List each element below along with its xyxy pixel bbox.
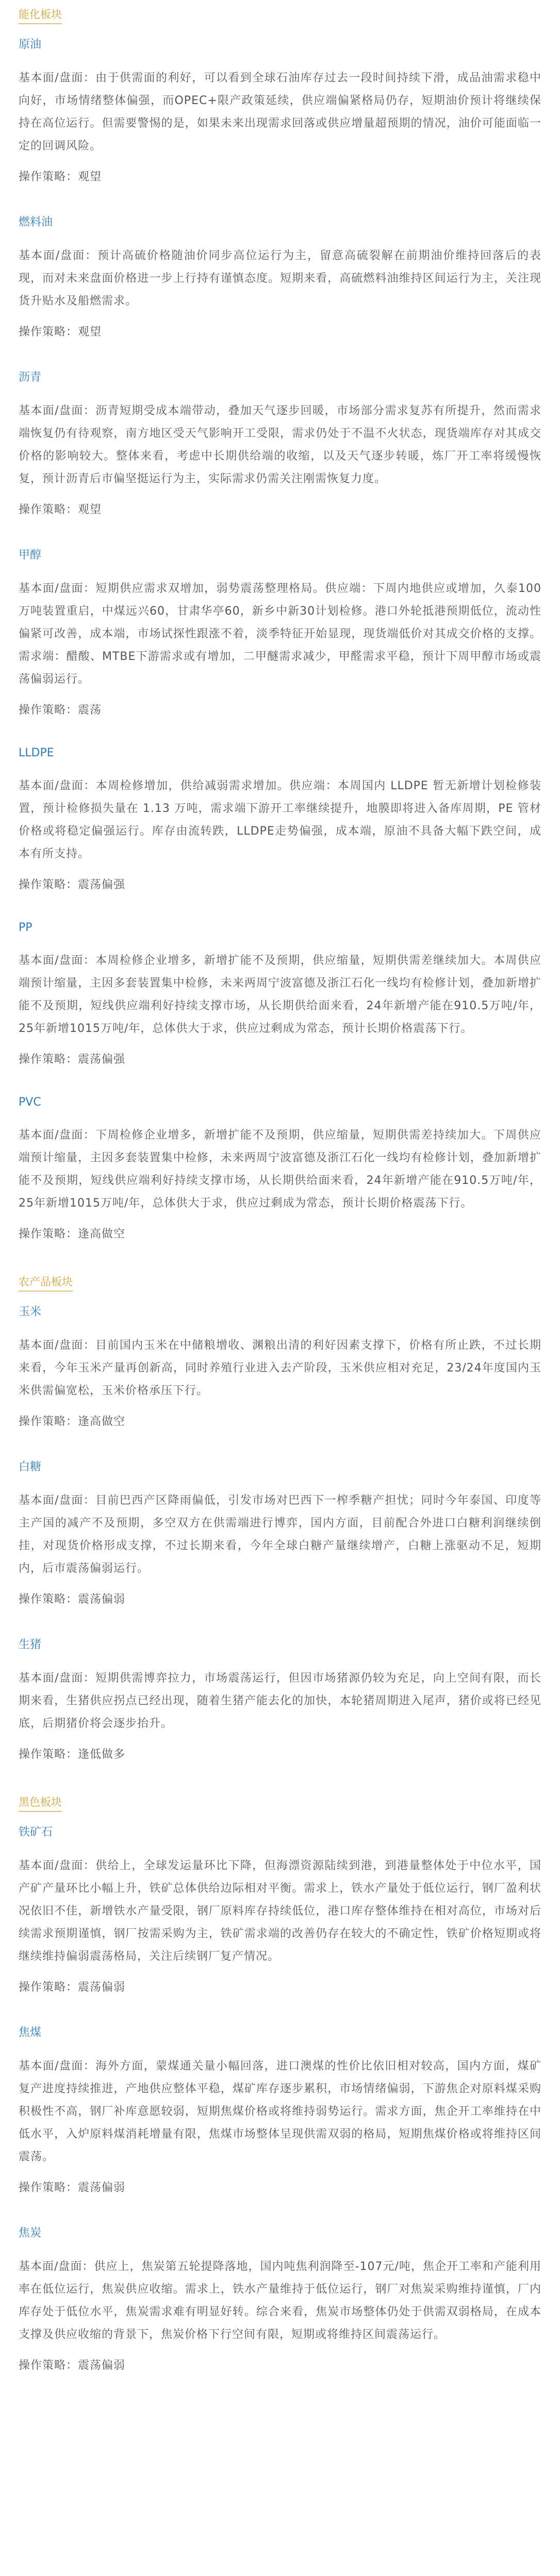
commodity-item — [19, 368, 541, 521]
commodity-item — [19, 1458, 541, 1611]
commodity-name: PVC — [19, 1096, 41, 1109]
section-title: 能化板块 — [19, 6, 62, 24]
commodity-item — [19, 546, 541, 722]
analysis-paragraph: 基本面/盘面：本周检修企业增多，新增扩能不及预期，供应缩量，短期供需差继续加大。本周供应端预计缩量，主因多套装置集中检修，未来两周宁波富德及浙江石化一线均有检修计划，叠加新增扩能不及预期，短线供应端利好持续支撑市场，从长期供给面来看，24年新增产能在910.5万吨/年，25年新增1015万吨/年，总体供大于求，供应过剩成为常态，预计长期价格震荡下行。 — [19, 954, 542, 1035]
commodity-name: 原油 — [19, 38, 42, 51]
commodity-name: 沥青 — [19, 371, 42, 384]
analysis-paragraph: 基本面/盘面：目前国内玉米在中储粮增收、渊粮出清的利好因素支撑下，价格有所止跌，不过长期来看，今年玉米产量再创新高，同时养殖行业进入去产阶段，玉米供应相对充足，23/24年度国内玉米供需偏宽松，玉米价格承压下行。 — [19, 1339, 541, 1397]
commodity-item — [19, 1303, 541, 1433]
section-block — [19, 1270, 541, 1766]
strategy-line: 操作策略：震荡偏强 — [19, 878, 126, 891]
section-block — [19, 1791, 541, 2377]
commodity-name: 铁矿石 — [19, 1826, 53, 1839]
analysis-paragraph: 基本面/盘面：供应上，焦炭第五轮提降落地，国内吨焦利润降至-107元/吨，焦企开工率和产能利用率在低位运行，焦炭供应收缩。需求上，铁水产量维持于低位运行，钢厂对焦炭采购维持谨慎，厂内库存处于低位水平，焦炭需求难有明显好转。综合来看，焦炭市场整体仍处于供需双弱格局，在成本支撑及供应收缩的背景下，焦炭价格下行空间有限，短期或将维持区间震荡运行。 — [19, 2260, 541, 2341]
strategy-line: 操作策略：观望 — [19, 326, 102, 338]
commodity-name: LLDPE — [19, 747, 54, 759]
commodity-name: 生猪 — [19, 1638, 42, 1651]
strategy-line: 操作策略：观望 — [19, 171, 102, 183]
strategy-line: 操作策略：观望 — [19, 503, 102, 516]
strategy-line: 操作策略：震荡 — [19, 704, 102, 717]
section-block — [19, 3, 541, 1246]
strategy-line: 操作策略：震荡偏弱 — [19, 2359, 126, 2372]
strategy-line: 操作策略：逢高做空 — [19, 1228, 126, 1241]
commodity-name: 燃料油 — [19, 216, 53, 229]
analysis-paragraph: 基本面/盘面：本周检修增加，供给减弱需求增加。供应端：本周国内 LLDPE 暂无新增计划检修装置，预计检修损失量在 1.13 万吨，需求端下游开工率继续提升，地膜即将进入备库周期，PE 管材价格或将稳定偏强运行。库存由流转跌，LLDPE走势偏强，成本端，原油不具备大幅下跌空间，成本有所支持。 — [19, 779, 541, 860]
commodity-item — [19, 1636, 541, 1766]
section-title: 农产品板块 — [19, 1274, 73, 1292]
strategy-line: 操作策略：震荡偏强 — [19, 1053, 126, 1066]
commodity-item — [19, 2224, 541, 2377]
analysis-paragraph: 基本面/盘面：下周检修企业增多，新增扩能不及预期，供应缩量，短期供需差持续加大。下周供应端预计缩量，主因多套装置集中检修，未来两周宁波富德及浙江石化一线均有检修计划，叠加新增扩能不及预期，短线供应端利好持续支撑市场，从长期供给面来看，24年新增产能在910.5万吨/年，25年新增1015万吨/年，总体供大于求，供应过剩成为常态，预计长期价格震荡下行。 — [19, 1129, 542, 1210]
commodity-item — [19, 921, 541, 1071]
commodity-item — [19, 747, 541, 896]
analysis-paragraph: 基本面/盘面：预计高硫价格随油价同步高位运行为主，留意高硫裂解在前期油价维持回落后的表现，而对未来盘面价格进一步上行持有谨慎态度。短期来看，高硫燃料油维持区间运行为主，关注现货升贴水及船燃需求。 — [19, 249, 541, 308]
commodity-name: 焦煤 — [19, 2026, 42, 2039]
commodity-name: PP — [19, 921, 32, 934]
commodity-name: 白糖 — [19, 1461, 42, 1473]
strategy-line: 操作策略：逢高做空 — [19, 1415, 126, 1428]
analysis-paragraph: 基本面/盘面：沥青短期受成本端带动，叠加天气逐步回暖，市场部分需求复苏有所提升，然而需求端恢复仍有待观察，南方地区受天气影响开工受限，需求仍处于不温不火状态，现货端库存对其成交价格的影响较大。整体来看，考虑中长期供给端的收缩，以及天气逐步转暖，炼厂开工率将缓慢恢复，预计沥青后市偏坚挺运行为主，实际需求仍需关注刚需恢复力度。 — [19, 404, 541, 485]
analysis-paragraph: 基本面/盘面：短期供应需求双增加，弱势震荡整理格局。供应端：下周内地供应或增加，久泰100万吨装置重启，中煤远兴60，甘肃华亭60，新乡中新30计划检修。港口外轮抵港预期低位，流动性偏紧可改善，成本端，市场试探性跟涨不着，淡季特征开始显现，现货端低价对其成交价格的支撑。需求端：醋酸、MTBE下游需求或有增加，二甲醚需求减少，甲醛需求平稳，预计下周甲醇市场或震荡偏弱运行。 — [19, 582, 541, 686]
commodity-name: 甲醇 — [19, 549, 42, 562]
analysis-paragraph: 基本面/盘面：海外方面，蒙煤通关量小幅回落，进口澳煤的性价比依旧相对较高，国内方面，煤矿复产进度持续推进，产地供应整体平稳，煤矿库存逐步累积，市场情绪偏弱，下游焦企对原料煤采购积极性不高，钢厂补库意愿较弱，短期焦煤价格或将维持弱势运行。需求方面，焦企开工率维持在中低水平，入炉原料煤消耗增量有限，焦煤市场整体呈现供需双弱的格局，短期焦煤价格或将维持区间震荡。 — [19, 2060, 541, 2163]
section-title: 黑色板块 — [19, 1794, 62, 1812]
analysis-paragraph: 基本面/盘面：短期供需博弈拉力，市场震荡运行，但因市场猪源仍较为充足，向上空间有限，而长期来看，生猪供应拐点已经出现，随着生猪产能去化的加快，本轮猪周期进入尾声，猪价或将已经见底，后期猪价将会逐步抬升。 — [19, 1672, 541, 1730]
strategy-line: 操作策略：震荡偏弱 — [19, 1593, 126, 1606]
analysis-paragraph: 基本面/盘面：供给上，全球发运量环比下降，但海漂资源陆续到港，到港量整体处于中位水平，国产矿产量环比小幅上升，铁矿总体供给边际相对平衡。需求上，铁水产量处于低位运行，钢厂盈利状况依旧不佳，新增铁水产量受限，钢厂原料库存持续低位，港口库存整体维持在相对高位，市场对后续需求预期谨慎，钢厂按需采购为主，铁矿需求端的改善仍存在较大的不确定性，铁矿价格短期或将继续维持偏弱震荡格局，关注后续钢厂复产情况。 — [19, 1859, 541, 1963]
commodity-item — [19, 1096, 541, 1246]
strategy-line: 操作策略：震荡偏弱 — [19, 2181, 126, 2194]
strategy-line: 操作策略：逢低做多 — [19, 1748, 126, 1761]
commodity-item — [19, 2024, 541, 2199]
commodity-item — [19, 1823, 541, 1999]
analysis-paragraph: 基本面/盘面：目前巴西产区降雨偏低，引发市场对巴西下一榨季糖产担忧；同时今年泰国、印度等主产国的减产不及预期，多空双方在供需端进行博弈，国内方面，目前配合外进口白糖利润继续倒挂，对现货价格形成支撑，不过长期来看，今年全球白糖产量继续增产，白糖上涨驱动不足，短期内，后市震荡偏弱运行。 — [19, 1494, 541, 1575]
commodity-item — [19, 36, 541, 189]
commodity-name: 焦炭 — [19, 2227, 42, 2240]
analysis-paragraph: 基本面/盘面：由于供需面的利好，可以看到全球石油库存过去一段时间持续下滑，成品油需求稳中向好，市场情绪整体偏强，而OPEC+限产政策延续，供应端偏紧格局仍存，短期油价预计将继续保持在高位运行。但需要警惕的是，如果未来出现需求回落或供应增量超预期的情况，油价可能面临一定的回调风险。 — [19, 72, 541, 152]
strategy-line: 操作策略：震荡偏弱 — [19, 1981, 126, 1994]
commodity-item — [19, 213, 541, 344]
commodity-name: 玉米 — [19, 1306, 42, 1318]
